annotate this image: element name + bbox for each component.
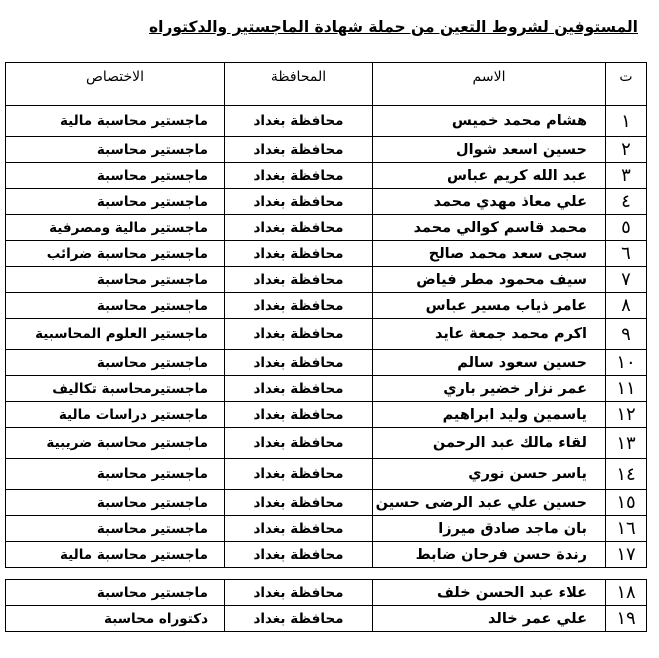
table-row: [6, 137, 647, 163]
row-name: رندة حسن فرحان ضابط: [373, 542, 606, 568]
row-governorate: محافظة بغداد: [225, 402, 373, 428]
row-specialization: ماجستير محاسبة مالية: [6, 542, 225, 568]
candidates-table-continued: [5, 579, 647, 632]
row-name: عمر نزار خضير باري: [373, 376, 606, 402]
table-row: [6, 163, 647, 189]
row-specialization: ماجستير محاسبة: [6, 459, 225, 490]
row-number: ١١: [606, 376, 647, 402]
row-name: محمد قاسم كوالي محمد: [373, 215, 606, 241]
row-specialization: ماجستير محاسبة: [6, 189, 225, 215]
row-specialization: ماجستير محاسبة: [6, 163, 225, 189]
header-governorate: المحافظة: [225, 63, 373, 106]
row-name: ياسر حسن نوري: [373, 459, 606, 490]
table-body-continued: [6, 580, 647, 632]
row-number: ١٧: [606, 542, 647, 568]
header-specialization: الاختصاص: [6, 63, 225, 106]
row-specialization: ماجستير العلوم المحاسبية: [6, 319, 225, 350]
row-number: ٩: [606, 319, 647, 350]
header-num: ت: [606, 63, 647, 106]
row-specialization: ماجستير مالية ومصرفية: [6, 215, 225, 241]
candidates-table: [5, 62, 647, 568]
row-number: ١٨: [606, 580, 647, 606]
row-number: ٢: [606, 137, 647, 163]
table-row: [6, 542, 647, 568]
row-name: بان ماجد صادق ميرزا: [373, 516, 606, 542]
table-row: [6, 428, 647, 459]
row-specialization: ماجستير محاسبة: [6, 293, 225, 319]
row-governorate: محافظة بغداد: [225, 106, 373, 137]
table-row: [6, 376, 647, 402]
row-name: حسين اسعد شوال: [373, 137, 606, 163]
table-row: [6, 402, 647, 428]
row-governorate: محافظة بغداد: [225, 163, 373, 189]
row-name: هشام محمد خميس: [373, 106, 606, 137]
row-number: ٧: [606, 267, 647, 293]
table-row: [6, 580, 647, 606]
row-number: ١٠: [606, 350, 647, 376]
row-name: ياسمين وليد ابراهيم: [373, 402, 606, 428]
row-governorate: محافظة بغداد: [225, 606, 373, 632]
table-row: [6, 267, 647, 293]
row-governorate: محافظة بغداد: [225, 516, 373, 542]
row-governorate: محافظة بغداد: [225, 189, 373, 215]
row-name: سجى سعد محمد صالح: [373, 241, 606, 267]
table-row: [6, 606, 647, 632]
table-body: [6, 106, 647, 568]
row-number: ١٦: [606, 516, 647, 542]
row-specialization: ماجستير محاسبة: [6, 490, 225, 516]
table-row: [6, 106, 647, 137]
row-name: علي معاذ مهدي محمد: [373, 189, 606, 215]
row-specialization: ماجستير محاسبة: [6, 350, 225, 376]
row-specialization: ماجستير محاسبة: [6, 516, 225, 542]
row-specialization: ماجستير محاسبة: [6, 267, 225, 293]
row-number: ١٥: [606, 490, 647, 516]
row-number: ١: [606, 106, 647, 137]
row-number: ٤: [606, 189, 647, 215]
table-row: [6, 350, 647, 376]
row-specialization: ماجستير محاسبة ضرائب: [6, 241, 225, 267]
row-name: علاء عبد الحسن خلف: [373, 580, 606, 606]
row-number: ١٩: [606, 606, 647, 632]
row-name: حسين سعود سالم: [373, 350, 606, 376]
row-name: لقاء مالك عبد الرحمن: [373, 428, 606, 459]
row-number: ٥: [606, 215, 647, 241]
row-specialization: ماجستيرمحاسبة تكاليف: [6, 376, 225, 402]
row-governorate: محافظة بغداد: [225, 137, 373, 163]
row-specialization: ماجستير محاسبة ضريبية: [6, 428, 225, 459]
row-name: عامر ذياب مسير عباس: [373, 293, 606, 319]
table-header-row: [6, 63, 647, 106]
table-row: [6, 319, 647, 350]
row-number: ١٣: [606, 428, 647, 459]
row-governorate: محافظة بغداد: [225, 490, 373, 516]
row-name: اكرم محمد جمعة عايد: [373, 319, 606, 350]
table-row: [6, 241, 647, 267]
table-row: [6, 459, 647, 490]
header-name: الاسم: [373, 63, 606, 106]
row-name: سيف محمود مطر فياض: [373, 267, 606, 293]
table-row: [6, 215, 647, 241]
row-specialization: ماجستير دراسات مالية: [6, 402, 225, 428]
row-specialization: ماجستير محاسبة مالية: [6, 106, 225, 137]
row-specialization: دكتوراه محاسبة: [6, 606, 225, 632]
row-governorate: محافظة بغداد: [225, 580, 373, 606]
row-governorate: محافظة بغداد: [225, 542, 373, 568]
page-title: المستوفين لشروط التعين من حملة شهادة الماجستير والدكتوراه: [149, 18, 638, 36]
table-row: [6, 516, 647, 542]
table-row: [6, 293, 647, 319]
row-number: ٣: [606, 163, 647, 189]
row-governorate: محافظة بغداد: [225, 376, 373, 402]
row-governorate: محافظة بغداد: [225, 350, 373, 376]
row-name: حسين علي عبد الرضى حسين: [373, 490, 606, 516]
row-governorate: محافظة بغداد: [225, 241, 373, 267]
table-row: [6, 490, 647, 516]
row-governorate: محافظة بغداد: [225, 215, 373, 241]
row-governorate: محافظة بغداد: [225, 267, 373, 293]
table-row: [6, 189, 647, 215]
row-number: ١٢: [606, 402, 647, 428]
row-governorate: محافظة بغداد: [225, 293, 373, 319]
row-name: علي عمر خالد: [373, 606, 606, 632]
row-specialization: ماجستير محاسبة: [6, 137, 225, 163]
row-governorate: محافظة بغداد: [225, 428, 373, 459]
row-governorate: محافظة بغداد: [225, 319, 373, 350]
row-number: ٨: [606, 293, 647, 319]
row-specialization: ماجستير محاسبة: [6, 580, 225, 606]
row-number: ٦: [606, 241, 647, 267]
row-name: عبد الله كريم عباس: [373, 163, 606, 189]
row-governorate: محافظة بغداد: [225, 459, 373, 490]
row-number: ١٤: [606, 459, 647, 490]
